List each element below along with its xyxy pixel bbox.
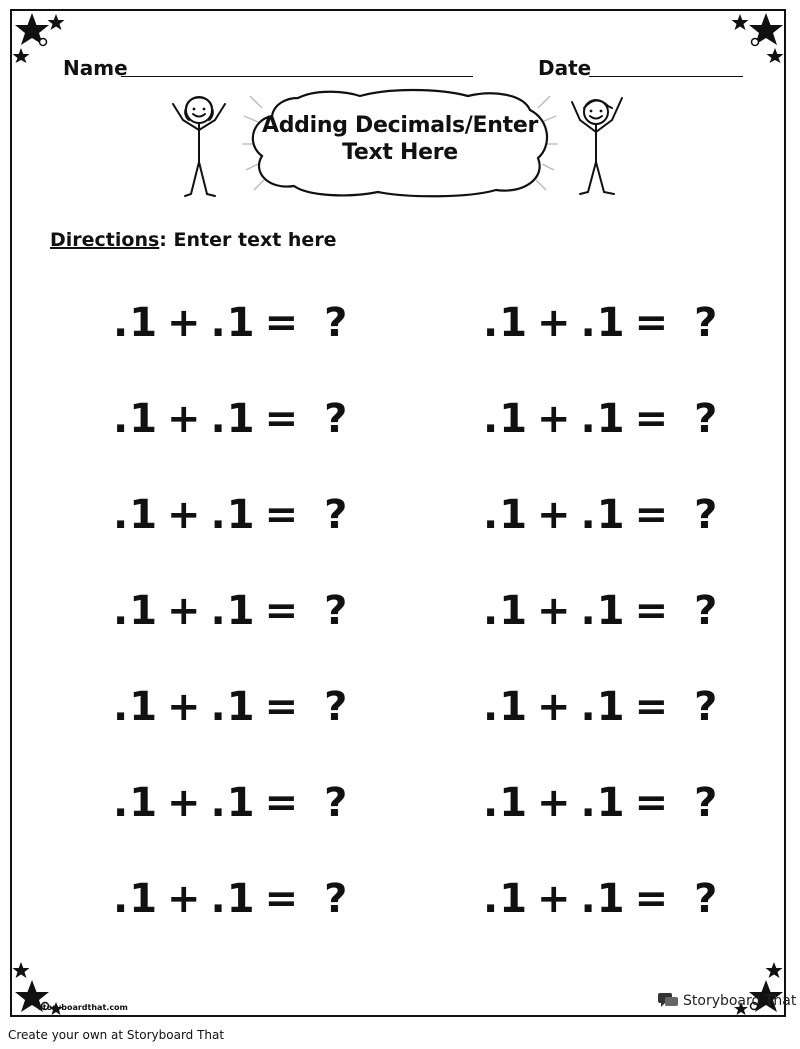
equals-sign: = bbox=[264, 300, 300, 346]
operand-b: .1 bbox=[210, 780, 256, 826]
operand-b: .1 bbox=[580, 876, 626, 922]
operand-a: .1 bbox=[483, 396, 529, 442]
operand-a: .1 bbox=[113, 300, 159, 346]
answer-blank[interactable]: ? bbox=[694, 588, 719, 634]
answer-blank[interactable]: ? bbox=[694, 876, 719, 922]
watermark-logo bbox=[657, 992, 796, 1010]
answer-blank[interactable]: ? bbox=[324, 876, 349, 922]
plus-sign: + bbox=[167, 492, 202, 538]
directions-separator: : bbox=[159, 229, 167, 251]
operand-a: .1 bbox=[483, 492, 529, 538]
equals-sign: = bbox=[634, 396, 670, 442]
plus-sign: + bbox=[537, 876, 572, 922]
equals-sign: = bbox=[634, 780, 670, 826]
operand-b: .1 bbox=[580, 396, 626, 442]
operand-b: .1 bbox=[580, 492, 626, 538]
plus-sign: + bbox=[537, 300, 572, 346]
operand-b: .1 bbox=[210, 492, 256, 538]
speech-bubble-icon bbox=[657, 992, 679, 1010]
equals-sign: = bbox=[634, 876, 670, 922]
stick-figure-boy-icon bbox=[560, 90, 632, 202]
problem-left-4 bbox=[113, 588, 348, 634]
problem-left-3 bbox=[113, 492, 348, 538]
operand-b: .1 bbox=[580, 780, 626, 826]
equals-sign: = bbox=[264, 876, 300, 922]
date-field[interactable] bbox=[589, 76, 743, 77]
plus-sign: + bbox=[167, 396, 202, 442]
problem-right-1 bbox=[483, 300, 718, 346]
plus-sign: + bbox=[537, 684, 572, 730]
equals-sign: = bbox=[634, 588, 670, 634]
operand-a: .1 bbox=[483, 300, 529, 346]
watermark-brand: Storyboard That bbox=[683, 993, 797, 1009]
watermark-url: storyboardthat.com bbox=[38, 1003, 128, 1012]
equals-sign: = bbox=[264, 684, 300, 730]
plus-sign: + bbox=[537, 396, 572, 442]
operand-a: .1 bbox=[113, 396, 159, 442]
name-field[interactable] bbox=[121, 76, 473, 77]
title-line-2: Text Here bbox=[342, 140, 458, 165]
problem-right-7 bbox=[483, 876, 718, 922]
answer-blank[interactable]: ? bbox=[324, 300, 349, 346]
answer-blank[interactable]: ? bbox=[694, 780, 719, 826]
star-cluster-icon bbox=[12, 11, 68, 63]
answer-blank[interactable]: ? bbox=[694, 396, 719, 442]
problem-right-6 bbox=[483, 780, 718, 826]
problem-right-3 bbox=[483, 492, 718, 538]
problem-left-7 bbox=[113, 876, 348, 922]
plus-sign: + bbox=[167, 300, 202, 346]
answer-blank[interactable]: ? bbox=[324, 780, 349, 826]
operand-b: .1 bbox=[210, 588, 256, 634]
footer-text[interactable]: Create your own at Storyboard That bbox=[8, 1028, 225, 1042]
equals-sign: = bbox=[634, 300, 670, 346]
problem-left-2 bbox=[113, 396, 348, 442]
problem-right-2 bbox=[483, 396, 718, 442]
problem-left-1 bbox=[113, 300, 348, 346]
operand-a: .1 bbox=[113, 492, 159, 538]
plus-sign: + bbox=[537, 588, 572, 634]
problem-left-5 bbox=[113, 684, 348, 730]
equals-sign: = bbox=[634, 492, 670, 538]
operand-a: .1 bbox=[483, 780, 529, 826]
operand-b: .1 bbox=[210, 396, 256, 442]
operand-b: .1 bbox=[580, 684, 626, 730]
operand-b: .1 bbox=[210, 300, 256, 346]
equals-sign: = bbox=[634, 684, 670, 730]
operand-a: .1 bbox=[113, 780, 159, 826]
operand-b: .1 bbox=[580, 300, 626, 346]
plus-sign: + bbox=[167, 684, 202, 730]
operand-b: .1 bbox=[210, 876, 256, 922]
answer-blank[interactable]: ? bbox=[694, 300, 719, 346]
worksheet-title bbox=[262, 112, 538, 166]
equals-sign: = bbox=[264, 396, 300, 442]
plus-sign: + bbox=[537, 492, 572, 538]
answer-blank[interactable]: ? bbox=[324, 588, 349, 634]
problem-right-5 bbox=[483, 684, 718, 730]
answer-blank[interactable]: ? bbox=[324, 492, 349, 538]
directions-text: Enter text here bbox=[166, 229, 337, 251]
date-label: Date bbox=[538, 56, 592, 80]
answer-blank[interactable]: ? bbox=[324, 684, 349, 730]
equals-sign: = bbox=[264, 492, 300, 538]
operand-a: .1 bbox=[483, 588, 529, 634]
operand-b: .1 bbox=[580, 588, 626, 634]
operand-a: .1 bbox=[483, 684, 529, 730]
plus-sign: + bbox=[167, 876, 202, 922]
operand-a: .1 bbox=[483, 876, 529, 922]
title-line-1: Adding Decimals/Enter bbox=[262, 113, 539, 138]
answer-blank[interactable]: ? bbox=[324, 396, 349, 442]
problem-left-6 bbox=[113, 780, 348, 826]
stick-figure-girl-icon bbox=[163, 90, 235, 202]
operand-a: .1 bbox=[113, 684, 159, 730]
equals-sign: = bbox=[264, 780, 300, 826]
plus-sign: + bbox=[167, 780, 202, 826]
equals-sign: = bbox=[264, 588, 300, 634]
name-label: Name bbox=[63, 56, 128, 80]
plus-sign: + bbox=[537, 780, 572, 826]
answer-blank[interactable]: ? bbox=[694, 492, 719, 538]
star-cluster-icon bbox=[730, 11, 786, 63]
answer-blank[interactable]: ? bbox=[694, 684, 719, 730]
operand-a: .1 bbox=[113, 588, 159, 634]
operand-a: .1 bbox=[113, 876, 159, 922]
plus-sign: + bbox=[167, 588, 202, 634]
problem-right-4 bbox=[483, 588, 718, 634]
operand-b: .1 bbox=[210, 684, 256, 730]
directions bbox=[50, 229, 337, 251]
directions-label: Directions bbox=[50, 229, 160, 251]
